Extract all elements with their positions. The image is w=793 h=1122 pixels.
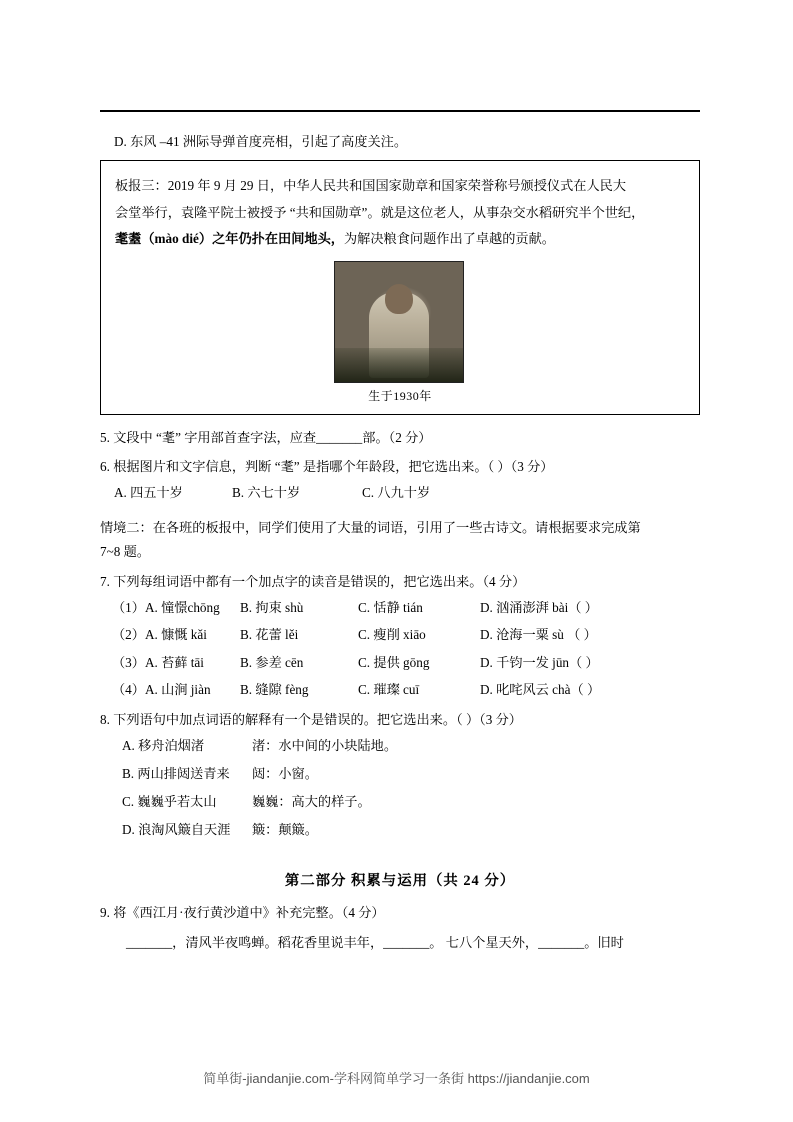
box-line-1: 板报三：2019 年 9 月 29 日，中华人民共和国国家勋章和国家荣誉称号颁授仪式在人民大 (115, 178, 627, 194)
section-two-title (100, 869, 700, 890)
question-5: 5. 文段中 “耄” 字用部首查字法，应查_______部。（2 分） (100, 429, 432, 445)
option-d-top: D. 东风 –41 洲际导弹首度亮相，引起了高度关注。 (114, 134, 408, 149)
q6-option-c[interactable]: C. 八九十岁 (362, 485, 431, 501)
q7-r4-d[interactable]: D. 叱咤风云 chà（ ） (480, 681, 601, 697)
q8-item (100, 732, 700, 760)
box-line-2: 会堂举行，袁隆平院士被授予 “共和国勋章”。就是这位老人，从事杂交水稻研究半个世纪， (115, 204, 645, 220)
q7-row (100, 676, 700, 703)
portrait-photo (334, 261, 464, 383)
question-6: 6. 根据图片和文字信息，判断 “耄” 是指哪个年龄段，把它选出来。（ ）（3 分） (100, 459, 554, 475)
portrait-foreground (335, 348, 464, 382)
q7-r1-b[interactable]: B. 拘束 shù (240, 600, 304, 616)
q7-r1-d[interactable]: D. 汹涌澎湃 bài（ ） (480, 600, 598, 616)
q7-r2-b[interactable]: B. 花蕾 lěi (240, 627, 299, 643)
footer-watermark: 简单街-jiandanjie.com-学科网简单学习一条街 https://jiandanjie.com (203, 1071, 590, 1086)
q7-r2-c[interactable]: C. 瘦削 xiāo (358, 627, 426, 643)
question-7: 7. 下列每组词语中都有一个加点字的读音是错误的，把它选出来。（4 分） (100, 573, 526, 589)
question-9: 9. 将《西江月·夜行黄沙道中》补充完整。（4 分） (100, 905, 385, 921)
box-line-3-rest: 为解决粮食问题作出了卓越的贡献。 (343, 231, 555, 247)
q7-r1-a[interactable]: （1）A. 憧憬chōng (112, 600, 220, 616)
q7-row (100, 649, 700, 676)
q8-item (100, 788, 700, 816)
scenario-two-intro-line2: 7~8 题。 (100, 544, 150, 560)
q7-r1-c[interactable]: C. 恬静 tián (358, 600, 423, 616)
q7-row (100, 594, 700, 621)
q7-r3-b[interactable]: B. 参差 cēn (240, 654, 304, 670)
q8-gloss-b: 闼：小窗。 (252, 766, 318, 782)
photo-caption: 生于1930年 (368, 388, 432, 403)
question-8: 8. 下列语句中加点词语的解释有一个是错误的。把它选出来。（ ）（3 分） (100, 711, 522, 727)
q8-option-a[interactable]: A. 移舟泊烟渚 (122, 738, 205, 754)
reading-box (100, 160, 700, 414)
q8-gloss-c: 巍巍：高大的样子。 (252, 793, 371, 809)
q8-option-c[interactable]: C. 巍巍乎若太山 (122, 793, 217, 809)
q8-item (100, 760, 700, 788)
q7-r4-a[interactable]: （4）A. 山涧 jiàn (112, 681, 211, 697)
q7-r2-a[interactable]: （2）A. 慷慨 kǎi (112, 627, 207, 643)
q7-r4-c[interactable]: C. 璀璨 cuī (358, 681, 420, 697)
q8-option-d[interactable]: D. 浪淘风簸自天涯 (122, 821, 231, 837)
q8-option-b[interactable]: B. 两山排闼送青来 (122, 766, 230, 782)
page-content (100, 110, 700, 956)
scenario-two-intro-line1: 情境二：在各班的板报中，同学们使用了大量的词语，引用了一些古诗文。请根据要求完成第 (100, 519, 641, 535)
question-6-options (100, 480, 700, 506)
q6-option-b[interactable]: B. 六七十岁 (232, 485, 301, 501)
q7-r3-c[interactable]: C. 提供 gōng (358, 654, 430, 670)
section-two-title-text: 第二部分 积累与运用（共 24 分） (284, 873, 516, 890)
q7-row (100, 621, 700, 648)
portrait-head (385, 284, 413, 314)
q7-r4-b[interactable]: B. 缝隙 fèng (240, 681, 309, 697)
portrait-figure (334, 261, 466, 404)
question-9-fill: _______，清风半夜鸣蝉。稻花香里说丰年，_______。 七八个星天外，_______。旧时 (126, 935, 624, 950)
q7-r3-a[interactable]: （3）A. 苔藓 tāi (112, 654, 204, 670)
box-line-3 (115, 226, 685, 252)
q8-item (100, 816, 700, 844)
q6-option-a[interactable]: A. 四五十岁 (114, 485, 183, 501)
box-line-3-bold: 耄耋（mào dié）之年仍扑在田间地头， (115, 231, 344, 247)
q8-gloss-a: 渚：水中间的小块陆地。 (252, 738, 398, 754)
q7-r2-d[interactable]: D. 沧海一粟 sù （ ） (480, 627, 597, 643)
header-rule (100, 110, 700, 112)
q8-gloss-d: 簸：颠簸。 (252, 821, 318, 837)
q7-r3-d[interactable]: D. 千钧一发 jūn（ ） (480, 654, 599, 670)
